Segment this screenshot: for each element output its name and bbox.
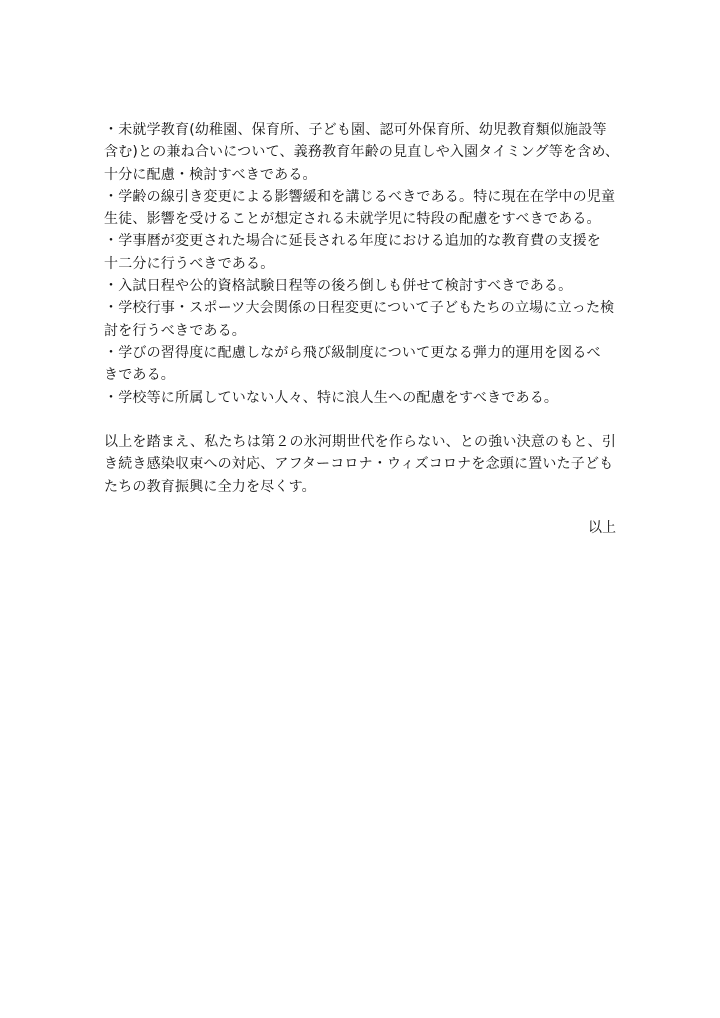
text-line: ・学校等に所属していない人々、特に浪人生への配慮をすべきである。 (104, 389, 559, 406)
text-line: き続き感染収束への対応、アフターコロナ・ウィズコロナを念頭に置いた子ども (104, 456, 614, 473)
bullet-item-education-cost (104, 230, 644, 275)
paragraph-spacer (104, 409, 644, 431)
text-line: ・学齢の線引き変更による影響緩和を講じるべきである。特に現在在学中の児童 (104, 188, 616, 205)
text-line: たちの教育振興に全力を尽くす。 (104, 478, 316, 495)
bullet-item-school-events (104, 297, 644, 342)
bullet-item-exam-schedule (104, 275, 644, 297)
bullet-item-preschool (104, 119, 644, 186)
closing-text: 以上 (588, 520, 616, 536)
text-line: 含む)との兼ね合いについて、義務教育年齢の見直しや入園タイミング等を含め、 (104, 144, 620, 161)
text-line: きである。 (104, 367, 175, 384)
bullet-item-ronin-students (104, 387, 644, 409)
text-line: 十分に配慮・検討すべきである。 (104, 166, 317, 183)
text-line: ・学事暦が変更された場合に延長される年度における追加的な教育費の支援を (104, 233, 601, 250)
text-line: ・学校行事・スポーツ大会関係の日程変更について子どもたちの立場に立った検 (104, 300, 615, 317)
text-line: ・入試日程や公的資格試験日程等の後ろ倒しも併せて検討すべきである。 (104, 278, 573, 295)
text-line: 討を行うべきである。 (104, 322, 246, 339)
text-line: 十二分に行うべきである。 (104, 255, 275, 272)
text-line: ・未就学教育(幼稚園、保育所、子ども園、認可外保育所、幼児教育類似施設等 (104, 122, 607, 138)
conclusion-paragraph (104, 431, 644, 498)
text-line: ・学びの習得度に配慮しながら飛び級制度について更なる弾力的運用を図るべ (104, 344, 601, 361)
text-line: 以上を踏まえ、私たちは第２の氷河期世代を作らない、との強い決意のもと、引 (104, 434, 617, 451)
document-body (104, 119, 644, 498)
text-line: 生徒、影響を受けることが想定される未就学児に特段の配慮をすべきである。 (104, 211, 601, 228)
bullet-item-grade-skipping (104, 342, 644, 387)
bullet-item-age-cutoff (104, 186, 644, 231)
